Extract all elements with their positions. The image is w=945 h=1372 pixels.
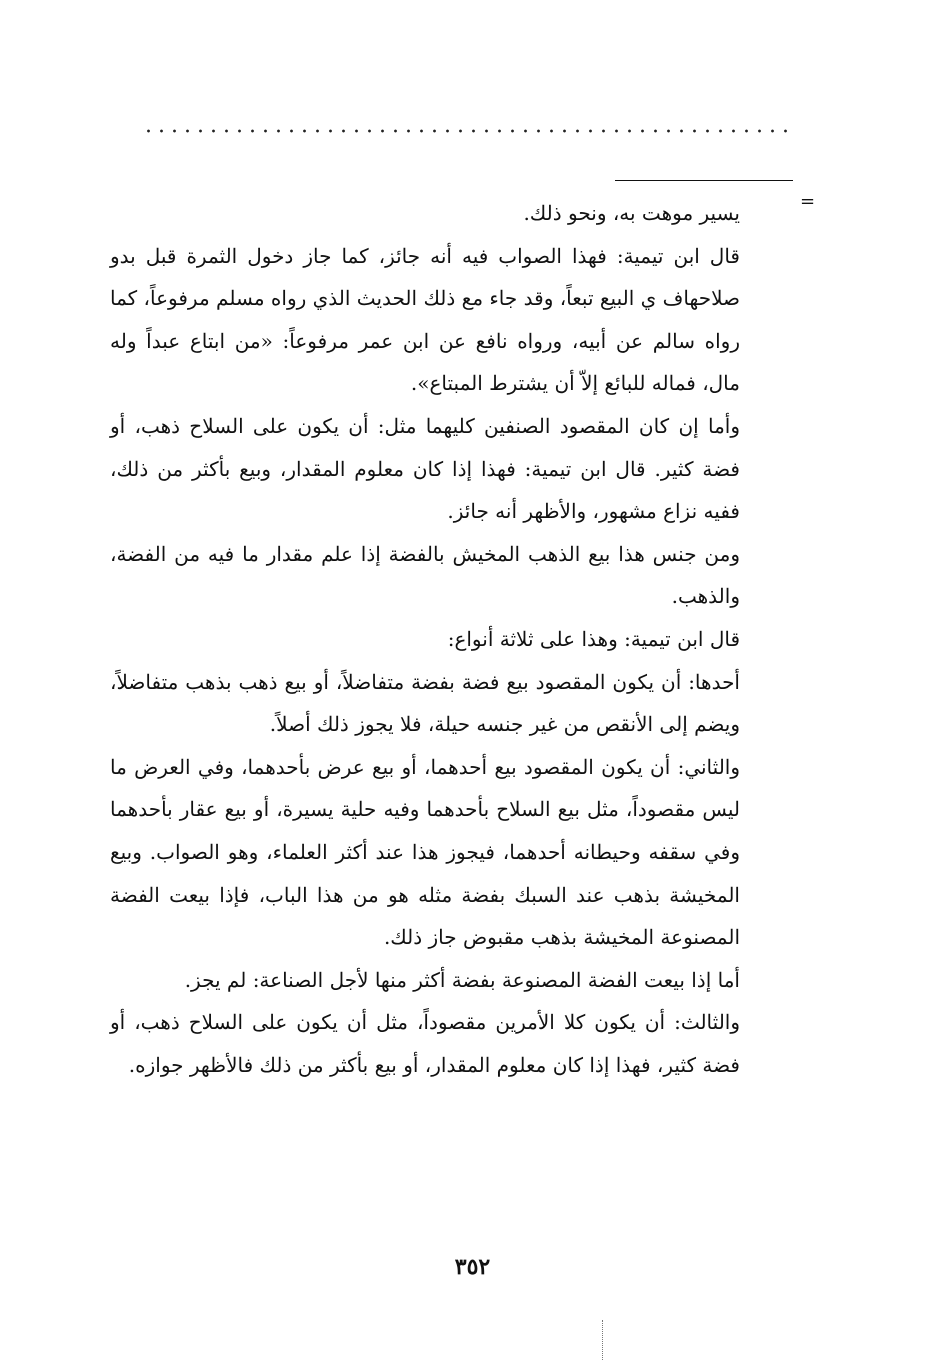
footnote-rule	[615, 180, 793, 181]
main-text	[110, 192, 740, 1086]
paragraph-8: أما إذا بيعت الفضة المصنوعة بفضة أكثر منها لأجل الصناعة: لم يجز.	[184, 967, 740, 992]
paragraph-7: والثاني: أن يكون المقصود بيع أحدهما، أو بيع عرض بأحدهما، وفي العرض ما ليس مقصوداً، مثل بيع السلاح بأحدهما وفيه حلية يسيرة، أو بيع عقار بأحدهما وفي سقفه وحيطانه أحدهما، فيجوز هذا عند أكثر العلماء، وهو الصواب. وبيع المخيشة بذهب عند السبك بفضة مثله هو من هذا الباب، فإذا بيعت الفضة المصنوعة المخيشة بذهب مقبوض جاز ذلك.	[110, 754, 740, 950]
paragraph-3: وأما إن كان المقصود الصنفين كليهما مثل: أن يكون على السلاح ذهب، أو فضة كثير. قال ابن تيمية: فهذا إذا كان معلوم المقدار، وبيع بأكثر من ذلك، ففيه نزاع مشهور، والأظهر أنه جائز.	[110, 413, 740, 524]
paragraph-1: يسير موهت به، ونحو ذلك.	[523, 201, 740, 225]
page-number: ٣٥٢	[454, 1254, 491, 1280]
paragraph-4: ومن جنس هذا بيع الذهب المخيش بالفضة إذا علم مقدار ما فيه من الفضة، والذهب.	[110, 541, 740, 609]
paragraph-5: قال ابن تيمية: وهذا على ثلاثة أنواع:	[447, 626, 740, 651]
paragraph-2: قال ابن تيمية: فهذا الصواب فيه أنه جائز، كما جاز دخول الثمرة قبل بدو صلاحهاف ي البيع تبعاً، وقد جاء مع ذلك الحديث الذي رواه مسلم مرفوعاً، كما رواه سالم عن أبيه، ورواه نافع عن ابن عمر مرفوعاً: «من ابتاع عبداً وله مال، فماله للبائع إلاّ أن يشترط المبتاع».	[110, 243, 740, 396]
continuation-mark: =	[800, 191, 816, 212]
paragraph-9: والثالث: أن يكون كلا الأمرين مقصوداً، مثل أن يكون على السلاح ذهب، أو فضة كثير، فهذا إذا كان معلوم المقدار، أو بيع بأكثر من ذلك فالأظهر جوازه.	[110, 1010, 740, 1077]
dotted-separator	[142, 128, 792, 134]
scan-artifact	[602, 1320, 603, 1360]
paragraph-6: أحدها: أن يكون المقصود بيع فضة بفضة متفاضلاً، أو بيع ذهب بذهب متفاضلاً، ويضم إلى الأنقص من غير جنسه حيلة، فلا يجوز ذلك أصلاً.	[110, 669, 740, 737]
